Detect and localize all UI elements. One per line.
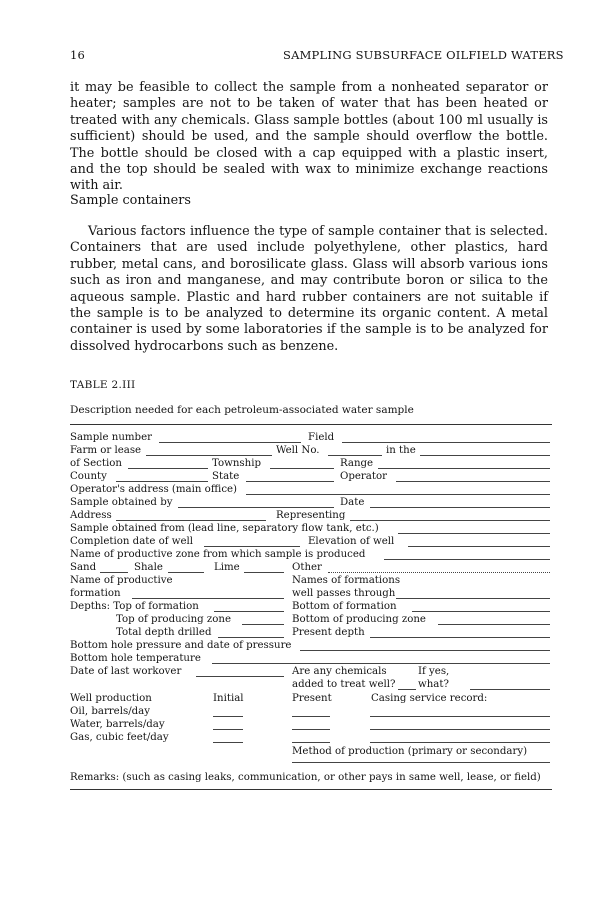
- bh-pressure-blank[interactable]: [300, 650, 550, 651]
- water-present-blank[interactable]: [292, 729, 330, 730]
- label-method-production: Method of production (primary or secondary): [292, 746, 528, 757]
- label-of-section: of Section: [70, 458, 122, 469]
- label-bh-temperature: Bottom hole temperature: [70, 653, 201, 664]
- label-other: Other: [292, 562, 322, 573]
- label-total-depth: Total depth drilled: [116, 627, 212, 638]
- label-well-production: Well production: [70, 693, 152, 704]
- label-state: State: [212, 471, 240, 482]
- paragraph-1: it may be feasible to collect the sample from a nonheated separator or heater; samples are not to be taken of water that has been heated or treated with any chemicals. Glass sample bottles (about 100 ml usually is sufficient) should be used, and the sample should overflow the bottle. The bottle should be closed with a cap equipped with a plastic insert, and the top should be sealed with wax to minimize exchange reactions with air.: [70, 80, 548, 194]
- label-oil: Oil, barrels/day: [70, 706, 150, 717]
- other-blank[interactable]: [328, 572, 550, 573]
- representing-blank[interactable]: [350, 520, 550, 521]
- label-township: Township: [212, 458, 261, 469]
- label-formation: formation: [70, 588, 121, 599]
- field-blank[interactable]: [342, 442, 550, 443]
- last-workover-blank[interactable]: [196, 676, 284, 677]
- label-top-producing-zone: Top of producing zone: [116, 614, 232, 625]
- sample-number-blank[interactable]: [159, 442, 301, 443]
- top-formation-blank[interactable]: [214, 611, 284, 612]
- sample-obtained-by-blank[interactable]: [178, 507, 334, 508]
- bottom-producing-blank[interactable]: [438, 624, 550, 625]
- method-production-blank[interactable]: [292, 762, 550, 763]
- label-lime: Lime: [214, 562, 240, 573]
- shale-blank[interactable]: [168, 572, 204, 573]
- label-well-no: Well No.: [276, 445, 320, 456]
- top-producing-blank[interactable]: [242, 624, 284, 625]
- water-initial-blank[interactable]: [213, 729, 243, 730]
- casing-line-2[interactable]: [370, 729, 550, 730]
- label-productive-zone: Name of productive zone from which sample is produced: [70, 549, 366, 560]
- productive-zone-blank[interactable]: [384, 559, 550, 560]
- label-initial: Initial: [213, 693, 244, 704]
- label-water: Water, barrels/day: [70, 719, 165, 730]
- label-if-yes: If yes,: [418, 666, 450, 677]
- well-no-blank[interactable]: [328, 455, 382, 456]
- label-well-passes: well passes through: [292, 588, 396, 599]
- label-remarks: Remarks: (such as casing leaks, communication, or other pays in same well, lease, or field): [70, 772, 541, 783]
- label-field: Field: [308, 432, 335, 443]
- label-sand: Sand: [70, 562, 97, 573]
- label-gas: Gas, cubic feet/day: [70, 732, 169, 743]
- label-date: Date: [340, 497, 365, 508]
- label-names-formations: Names of formations: [292, 575, 401, 586]
- label-operator: Operator: [340, 471, 387, 482]
- treat-blank[interactable]: [398, 689, 416, 690]
- label-last-workover: Date of last workover: [70, 666, 182, 677]
- farm-blank[interactable]: [146, 455, 272, 456]
- table-top-rule: [70, 424, 552, 425]
- casing-line-1[interactable]: [370, 716, 550, 717]
- section-heading: Sample containers: [70, 193, 191, 208]
- date-blank[interactable]: [370, 507, 550, 508]
- sample-obtained-from-blank[interactable]: [398, 533, 550, 534]
- gas-initial-blank[interactable]: [213, 742, 243, 743]
- in-the-blank[interactable]: [420, 455, 550, 456]
- oil-initial-blank[interactable]: [213, 716, 243, 717]
- table-description: Description needed for each petroleum-associated water sample: [70, 404, 414, 416]
- label-bh-pressure: Bottom hole pressure and date of pressure: [70, 640, 292, 651]
- running-title: SAMPLING SUBSURFACE OILFIELD WATERS: [283, 48, 564, 62]
- label-sample-obtained-from: Sample obtained from (lead line, separatory flow tank, etc.): [70, 523, 379, 534]
- range-blank[interactable]: [378, 468, 550, 469]
- total-depth-blank[interactable]: [218, 637, 284, 638]
- section-blank[interactable]: [128, 468, 208, 469]
- label-name-productive: Name of productive: [70, 575, 173, 586]
- operators-address-blank[interactable]: [246, 494, 550, 495]
- completion-date-blank[interactable]: [204, 546, 300, 547]
- sand-blank[interactable]: [100, 572, 128, 573]
- what-blank[interactable]: [470, 689, 550, 690]
- oil-present-blank[interactable]: [292, 716, 330, 717]
- label-in-the: in the: [386, 445, 416, 456]
- well-passes-blank[interactable]: [396, 598, 550, 599]
- county-blank[interactable]: [116, 481, 208, 482]
- label-shale: Shale: [134, 562, 163, 573]
- label-elevation: Elevation of well: [308, 536, 395, 547]
- label-sample-number: Sample number: [70, 432, 152, 443]
- label-representing: Representing: [276, 510, 346, 521]
- label-added-to-treat: added to treat well?: [292, 679, 396, 690]
- label-sample-obtained-by: Sample obtained by: [70, 497, 173, 508]
- state-blank[interactable]: [246, 481, 334, 482]
- bottom-formation-blank[interactable]: [412, 611, 550, 612]
- label-bottom-producing-zone: Bottom of producing zone: [292, 614, 426, 625]
- label-present: Present: [292, 693, 332, 704]
- page-number: 16: [70, 48, 86, 62]
- label-any-chemicals: Are any chemicals: [292, 666, 387, 677]
- label-completion-date: Completion date of well: [70, 536, 194, 547]
- table-title: TABLE 2.III: [70, 379, 136, 391]
- table-bottom-rule: [70, 789, 552, 790]
- gas-present-blank[interactable]: [292, 742, 330, 743]
- label-depths-top-formation: Depths: Top of formation: [70, 601, 199, 612]
- label-county: County: [70, 471, 107, 482]
- address-blank[interactable]: [116, 520, 266, 521]
- formation-blank[interactable]: [132, 598, 284, 599]
- lime-blank[interactable]: [244, 572, 284, 573]
- label-farm-or-lease: Farm or lease: [70, 445, 142, 456]
- label-bottom-formation: Bottom of formation: [292, 601, 397, 612]
- label-address: Address: [70, 510, 112, 521]
- elevation-blank[interactable]: [408, 546, 550, 547]
- label-operators-address: Operator's address (main office): [70, 484, 238, 495]
- paragraph-2: Various factors influence the type of sample container that is selected. Containers that are used include polyethylene, other plastics, hard rubber, metal cans, and borosilicate glass. Glass will absorb various ions such as iron and manganese, and may contribute boron or silica to the aqueous sample. Plastic and hard rubber containers are not suitable if the sample is to be analyzed to determine its organic content. A metal container is used by some laboratories if the sample is to be analyzed for dissolved hydrocarbons such as benzene.: [70, 224, 548, 354]
- label-range: Range: [340, 458, 374, 469]
- casing-line-3[interactable]: [370, 742, 550, 743]
- present-depth-blank[interactable]: [370, 637, 550, 638]
- township-blank[interactable]: [270, 468, 334, 469]
- label-casing-service: Casing service record:: [371, 693, 488, 704]
- label-what: what?: [418, 679, 449, 690]
- bh-temperature-blank[interactable]: [212, 663, 550, 664]
- label-present-depth: Present depth: [292, 627, 365, 638]
- operator-blank[interactable]: [396, 481, 550, 482]
